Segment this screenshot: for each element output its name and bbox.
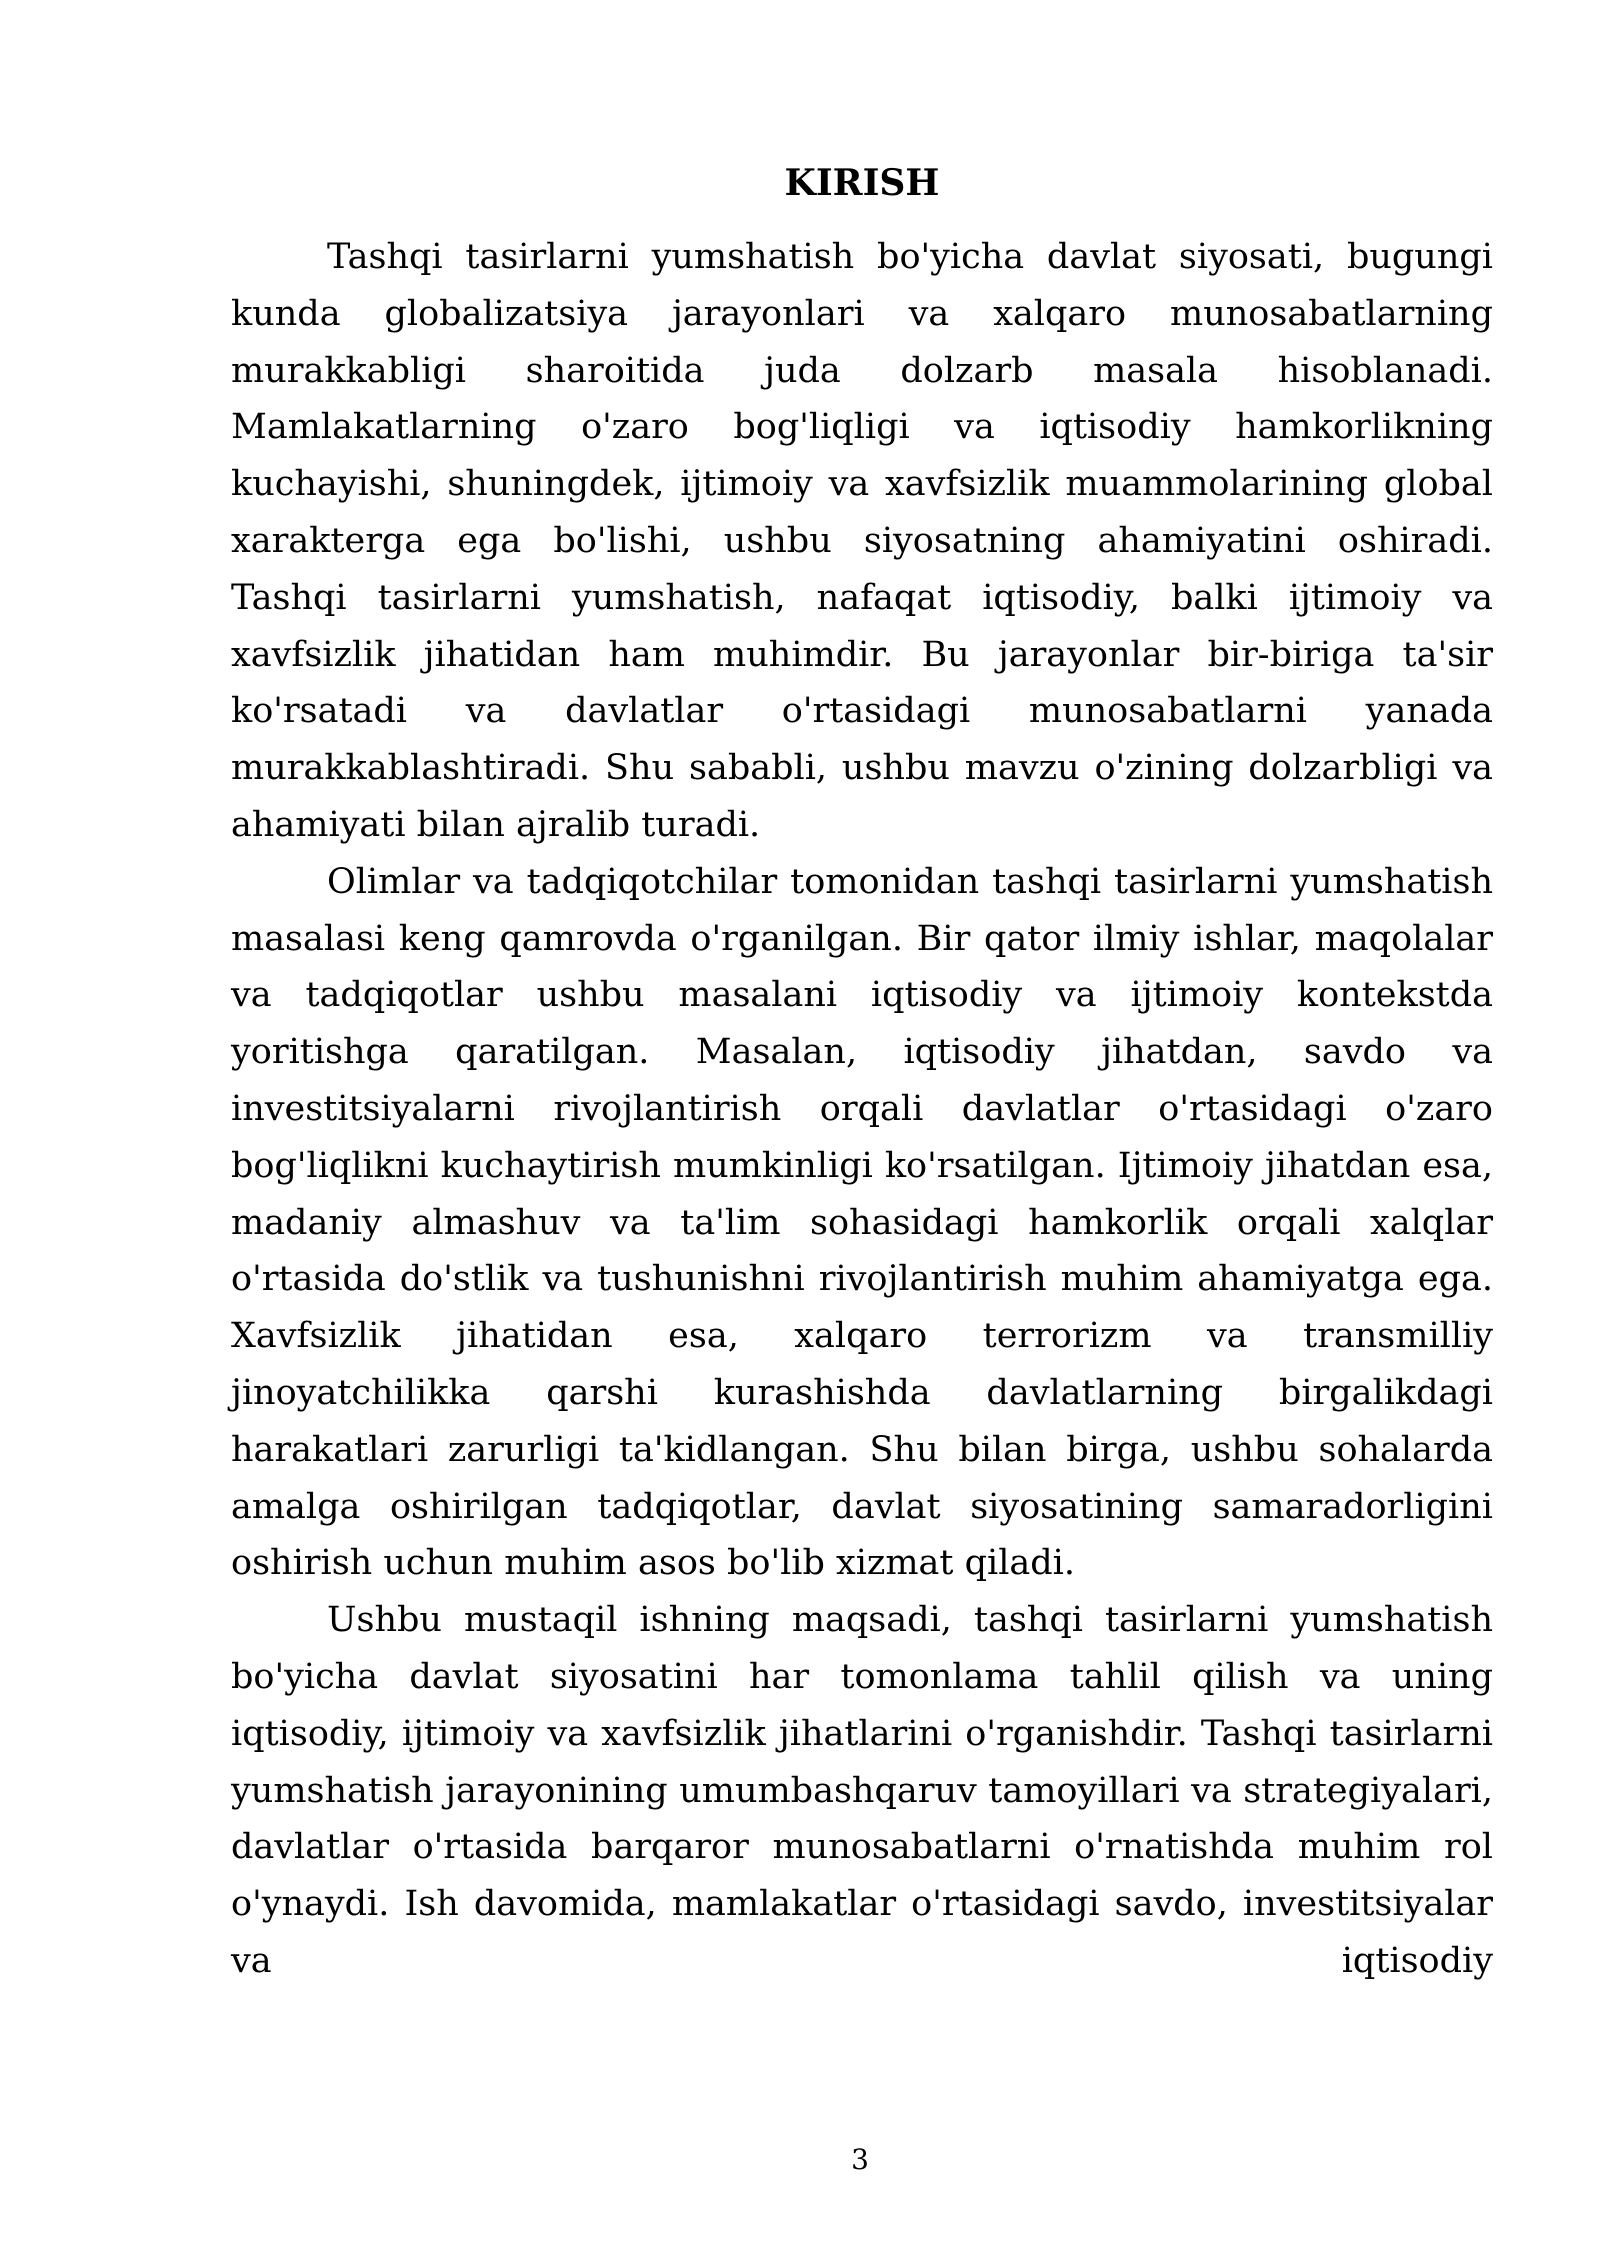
page-content [231, 155, 1493, 1990]
paragraph-goal: Ushbu mustaqil ishning maqsadi, tashqi tasirlarni yumshatish bo'yicha davlat siyosatini har tomonlama tahlil qilish va uning iqtisodiy, ijtimoiy va xavfsizlik jihatlarini o'rganishdir. Tashqi tasirlarni yumshatish jarayonining umumbashqaruv tamoyillari va strategiyalari, davlatlar o'rtasida barqaror munosabatlarni o'rnatishda muhim rol o'ynaydi. Ish davomida, mamlakatlar o'rtasidagi savdo, investitsiyalar va iqtisodiy [231, 1600, 1493, 1981]
page-number: 3 [851, 2143, 869, 2176]
paragraph-research: Olimlar va tadqiqotchilar tomonidan tashqi tasirlarni yumshatish masalasi keng qamrovda o'rganilgan. Bir qator ilmiy ishlar, maqolalar va tadqiqotlar ushbu masalani iqtisodiy va ijtimoiy kontekstda yoritishga qaratilgan. Masalan, iqtisodiy jihatdan, savdo va investitsiyalarni rivojlantirish orqali davlatlar o'rtasidagi o'zaro bog'liqlikni kuchaytirish mumkinligi ko'rsatilgan. Ijtimoiy jihatdan esa, madaniy almashuv va ta'lim sohasidagi hamkorlik orqali xalqlar o'rtasida do'stlik va tushunishni rivojlantirish muhim ahamiyatga ega. Xavfsizlik jihatidan esa, xalqaro terrorizm va transmilliy jinoyatchilikka qarshi kurashishda davlatlarning birgalikdagi harakatlari zarurligi ta'kidlangan. Shu bilan birga, ushbu sohalarda amalga oshirilgan tadqiqotlar, davlat siyosatining samaradorligini oshirish uchun muhim asos bo'lib xizmat qiladi. [231, 861, 1493, 1584]
page-title: KIRISH [784, 162, 940, 204]
paragraph-intro: Tashqi tasirlarni yumshatish bo'yicha davlat siyosati, bugungi kunda globalizatsiya jarayonlari va xalqaro munosabatlarning murakkabligi sharoitida juda dolzarb masala hisoblanadi. Mamlakatlarning o'zaro bog'liqligi va iqtisodiy hamkorlikning kuchayishi, shuningdek, ijtimoiy va xavfsizlik muammolarining global xarakterga ega bo'lishi, ushbu siyosatning ahamiyatini oshiradi. Tashqi tasirlarni yumshatish, nafaqat iqtisodiy, balki ijtimoiy va xavfsizlik jihatidan ham muhimdir. Bu jarayonlar bir-biriga ta'sir ko'rsatadi va davlatlar o'rtasidagi munosabatlarni yanada murakkablashtiradi. Shu sababli, ushbu mavzu o'zining dolzarbligi va ahamiyati bilan ajralib turadi. [231, 237, 1493, 845]
